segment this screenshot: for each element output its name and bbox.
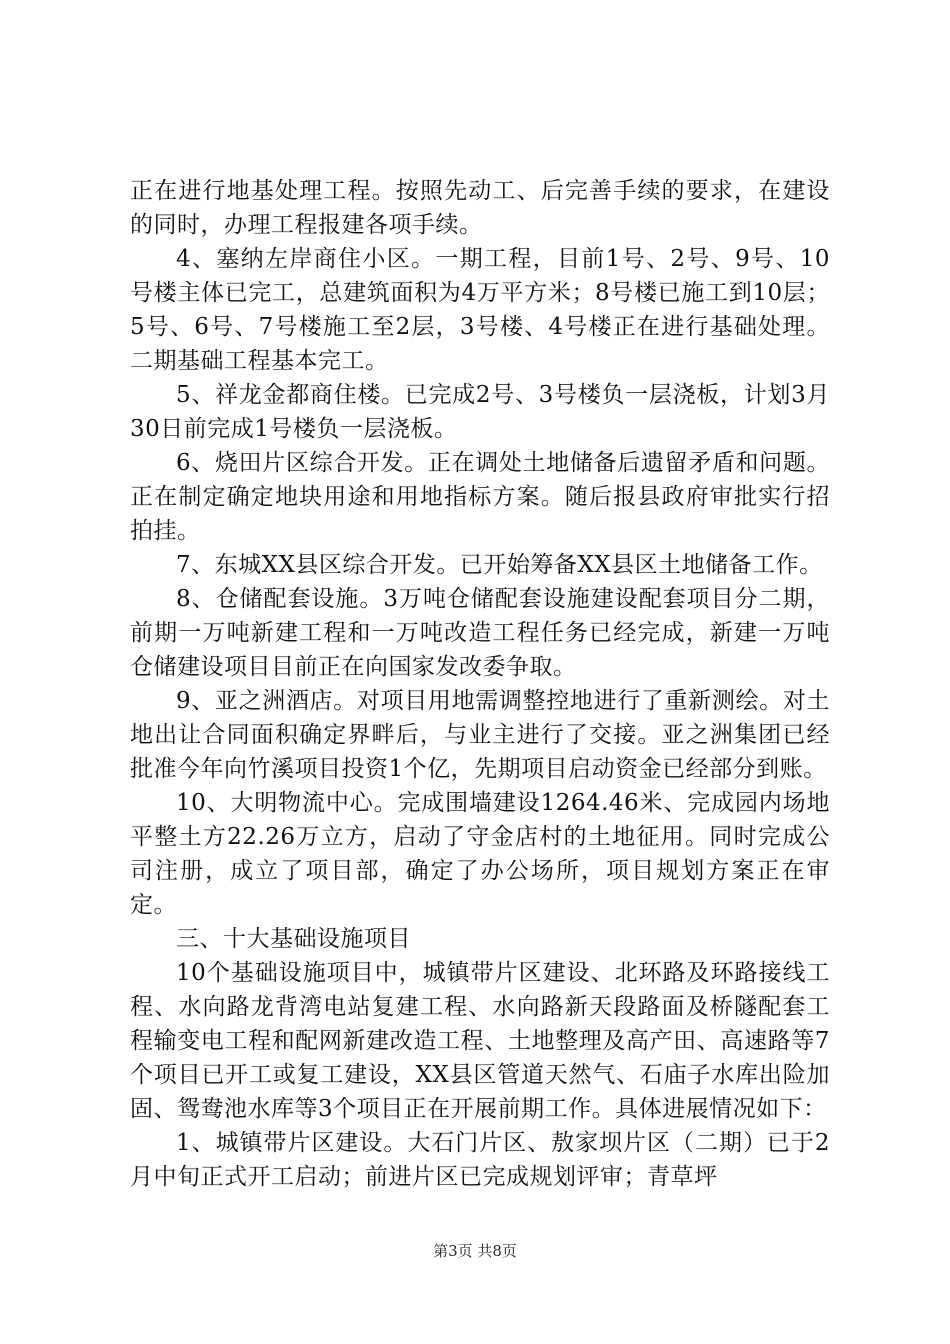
paragraph: 9、亚之洲酒店。对项目用地需调整控地进行了重新测绘。对土地出让合同面积确定界畔后，与业主进行了交接。亚之洲集团已经批准今年向竹溪项目投资1个亿，先期项目启动资金已经部分到账。 [130, 688, 830, 782]
section-heading: 三、十大基础设施项目 [176, 926, 411, 952]
paragraph: 6、烧田片区综合开发。正在调处土地储备后遗留矛盾和问题。正在制定确定地块用途和用地指标方案。随后报县政府审批实行招拍挂。 [130, 450, 830, 544]
page-number-footer: 第3页 共8页 [433, 1242, 517, 1260]
paragraph: 8、仓储配套设施。3万吨仓储配套设施建设配套项目分二期，前期一万吨新建工程和一万吨改造工程任务已经完成，新建一万吨仓储建设项目目前正在向国家发改委争取。 [130, 586, 830, 680]
paragraph: 10、大明物流中心。完成围墙建设1264.46米、完成园内场地平整土方22.26万立方，启动了守金店村的土地征用。同时完成公司注册，成立了项目部，确定了办公场所，项目规划方案正在审定。 [130, 790, 830, 918]
document-body [130, 174, 830, 1194]
paragraph: 5、祥龙金都商住楼。已完成2号、3号楼负一层浇板，计划3月30日前完成1号楼负一层浇板。 [130, 382, 830, 442]
paragraph: 4、塞纳左岸商住小区。一期工程，目前1号、2号、9号、10号楼主体已完工，总建筑面积为4万平方米；8号楼已施工到10层；5号、6号、7号楼施工至2层，3号楼、4号楼正在进行基础处理。二期基础工程基本完工。 [130, 246, 830, 374]
paragraph: 1、城镇带片区建设。大石门片区、敖家坝片区（二期）已于2月中旬正式开工启动；前进片区已完成规划评审；青草坪 [130, 1130, 830, 1190]
paragraph: 10个基础设施项目中，城镇带片区建设、北环路及环路接线工程、水向路龙背湾电站复建工程、水向路新天段路面及桥隧配套工程输变电工程和配网新建改造工程、土地整理及高产田、高速路等7个项目已开工或复工建设，XX县区管道天然气、石庙子水库出险加固、鸳鸯池水库等3个项目正在开展前期工作。具体进展情况如下： [130, 960, 830, 1122]
paragraph: 7、东城XX县区综合开发。已开始筹备XX县区土地储备工作。 [176, 552, 823, 578]
paragraph: 正在进行地基处理工程。按照先动工、后完善手续的要求，在建设的同时，办理工程报建各项手续。 [130, 178, 830, 238]
